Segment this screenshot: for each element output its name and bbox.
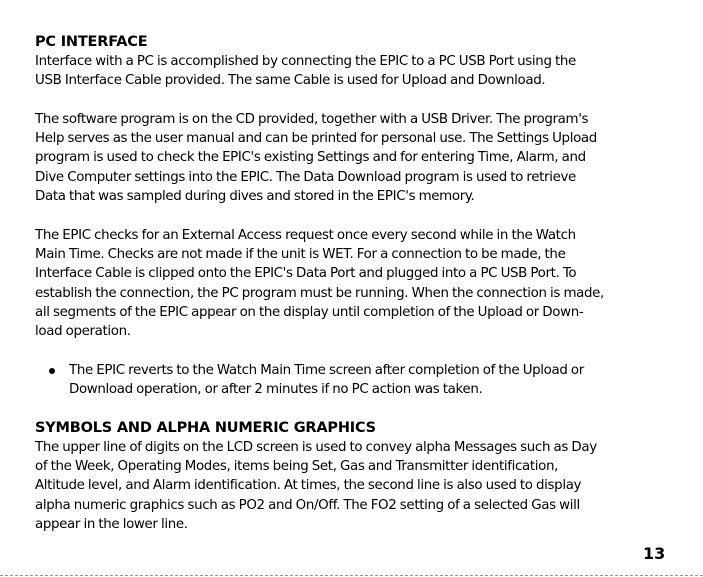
bullet-dot-icon xyxy=(49,368,55,374)
bullet-item xyxy=(49,361,675,400)
text-line: Altitude level, and Alarm identification. At times, the second line is also used to display xyxy=(35,478,582,494)
text-line: Interface with a PC is accomplished by connecting the EPIC to a PC USB Port using the xyxy=(35,54,576,69)
text-line: Data that was sampled during dives and stored in the EPIC's memory. xyxy=(35,189,475,205)
text-line: load operation. xyxy=(35,324,131,340)
pc-interface-paragraph-2 xyxy=(35,110,675,206)
text-line: The software program is on the CD provided, together with a USB Driver. The program's xyxy=(35,111,589,127)
text-line: program is used to check the EPIC's existing Settings and for entering Time, Alarm, and xyxy=(35,150,586,166)
manual-page xyxy=(35,33,675,534)
text-line: The EPIC reverts to the Watch Main Time screen after completion of the Upload or xyxy=(69,362,584,378)
text-line: Main Time. Checks are not made if the unit is WET. For a connection to be made, the xyxy=(35,246,566,262)
text-line: all segments of the EPIC appear on the display until completion of the Upload or Down- xyxy=(35,304,584,320)
pc-interface-paragraph-3 xyxy=(35,226,675,342)
text-line: USB Interface Cable provided. The same Cable is used for Upload and Download. xyxy=(35,73,546,89)
symbols-paragraph xyxy=(35,438,675,534)
text-line: The EPIC checks for an External Access request once every second while in the Watch xyxy=(35,227,576,243)
text-line: of the Week, Operating Modes, items being Set, Gas and Transmitter identification, xyxy=(35,458,559,474)
symbols-heading: SYMBOLS AND ALPHA NUMERIC GRAPHICS xyxy=(35,419,376,436)
text-line: establish the connection, the PC program must be running. When the connection is made, xyxy=(35,285,604,301)
text-line: alpha numeric graphics such as PO2 and On/Off. The FO2 setting of a selected Gas will xyxy=(35,497,580,513)
text-line: Dive Computer settings into the EPIC. The Data Download program is used to retrieve xyxy=(35,169,576,185)
pc-interface-heading: PC INTERFACE xyxy=(35,34,148,50)
bullet-text xyxy=(69,361,675,400)
text-line: appear in the lower line. xyxy=(35,516,188,532)
page-number: 13 xyxy=(643,544,666,563)
text-line: Interface Cable is clipped onto the EPIC's Data Port and plugged into a PC USB Port. To xyxy=(35,266,577,282)
text-line: Help serves as the user manual and can be printed for personal use. The Settings Upload xyxy=(35,131,597,147)
text-line: Download operation, or after 2 minutes if no PC action was taken. xyxy=(69,382,483,398)
text-line: The upper line of digits on the LCD screen is used to convey alpha Messages such as Day xyxy=(35,439,597,455)
pc-interface-paragraph-1 xyxy=(35,52,675,91)
